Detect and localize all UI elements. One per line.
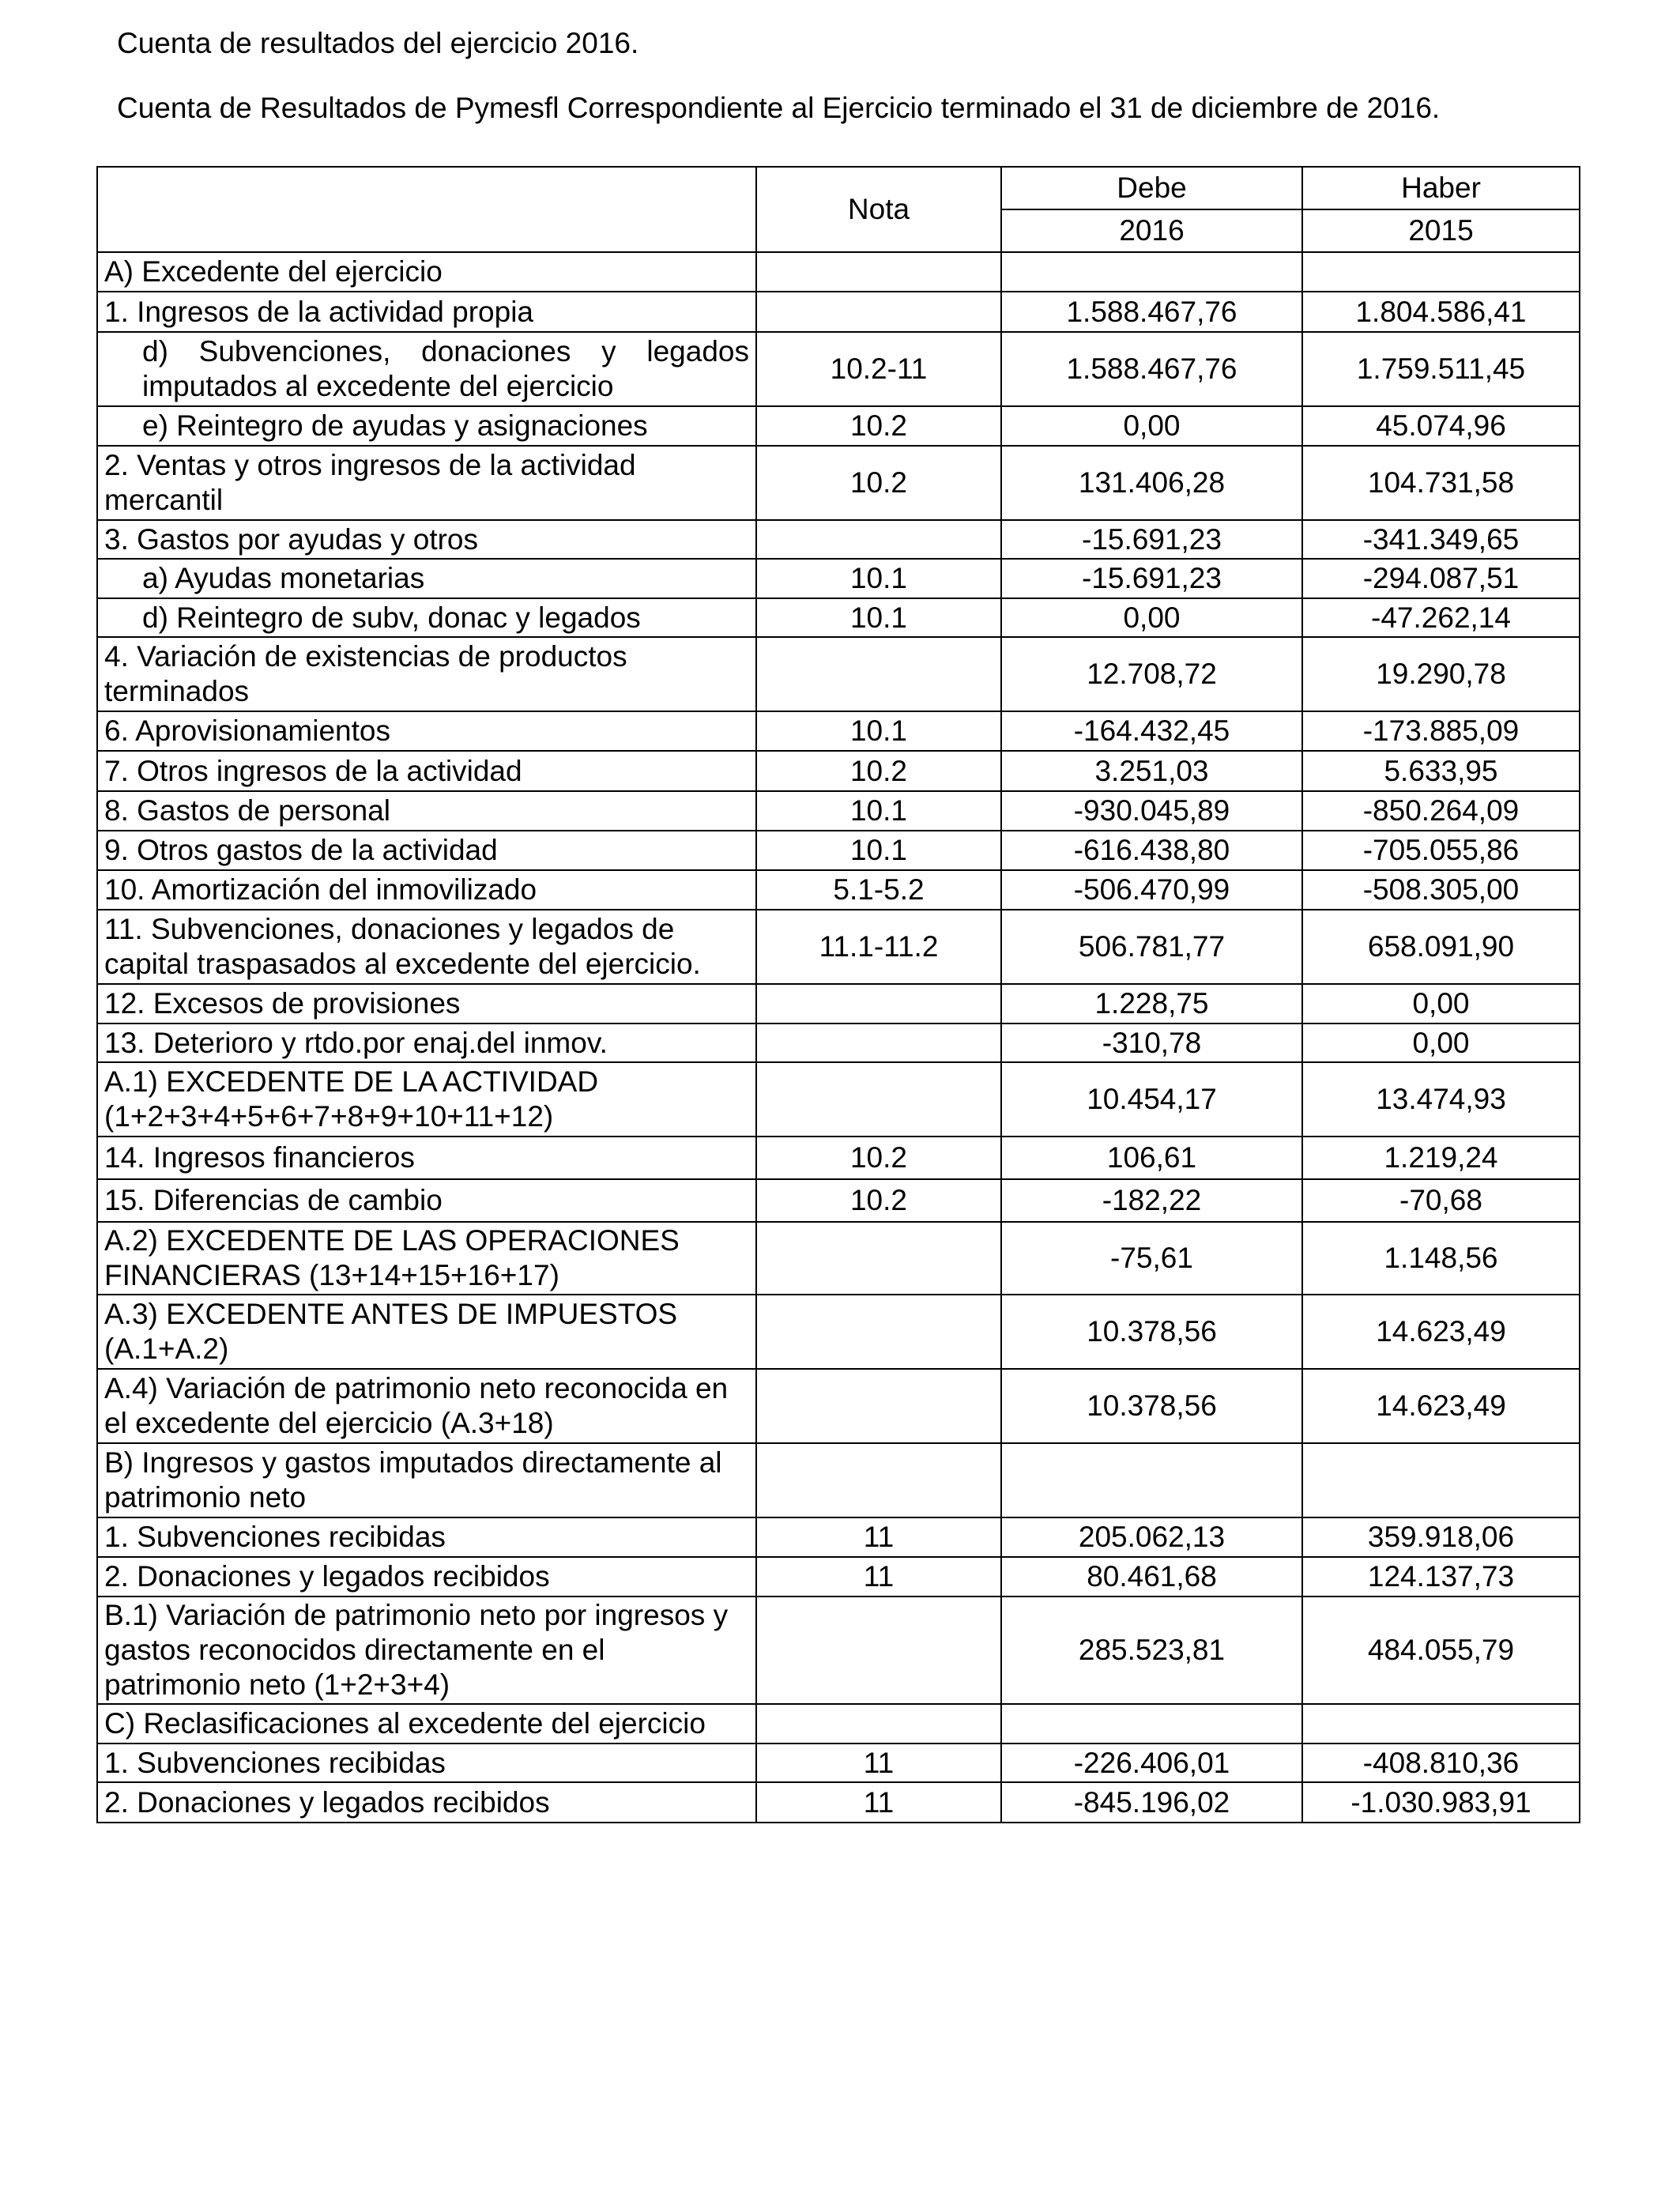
table-row xyxy=(97,637,1580,711)
row-concept: d) Reintegro de subv, donac y legados xyxy=(97,598,756,637)
row-debe-2016: -182,22 xyxy=(1001,1179,1302,1222)
row-haber-2015: -47.262,14 xyxy=(1302,598,1580,637)
row-nota xyxy=(756,1222,1001,1295)
row-debe-2016: 131.406,28 xyxy=(1001,446,1302,520)
row-concept: e) Reintegro de ayudas y asignaciones xyxy=(97,406,756,446)
row-concept: 15. Diferencias de cambio xyxy=(97,1179,756,1222)
row-concept: 12. Excesos de provisiones xyxy=(97,984,756,1023)
row-haber-2015: 19.290,78 xyxy=(1302,637,1580,711)
row-haber-2015: -341.349,65 xyxy=(1302,520,1580,559)
table-row xyxy=(97,791,1580,831)
row-haber-2015: 5.633,95 xyxy=(1302,751,1580,791)
row-nota xyxy=(756,1062,1001,1137)
row-haber-2015 xyxy=(1302,252,1580,292)
row-nota: 10.1 xyxy=(756,791,1001,831)
row-nota xyxy=(756,520,1001,559)
row-debe-2016: 1.228,75 xyxy=(1001,984,1302,1023)
row-concept: A.1) EXCEDENTE DE LA ACTIVIDAD (1+2+3+4+5+6+7+8+9+10+11+12) xyxy=(97,1062,756,1137)
table-row xyxy=(97,870,1580,910)
row-debe-2016: -506.470,99 xyxy=(1001,870,1302,910)
row-haber-2015: 359.918,06 xyxy=(1302,1517,1580,1557)
row-nota xyxy=(756,1596,1001,1704)
row-concept: A.2) EXCEDENTE DE LAS OPERACIONES FINANCIERAS (13+14+15+16+17) xyxy=(97,1222,756,1295)
table-row xyxy=(97,1744,1580,1782)
row-haber-2015: 1.804.586,41 xyxy=(1302,292,1580,332)
row-nota xyxy=(756,1023,1001,1062)
table-row xyxy=(97,332,1580,406)
table-row xyxy=(97,1704,1580,1744)
row-haber-2015: -294.087,51 xyxy=(1302,559,1580,598)
row-concept: a) Ayudas monetarias xyxy=(97,559,756,598)
row-debe-2016: 12.708,72 xyxy=(1001,637,1302,711)
row-nota xyxy=(756,984,1001,1023)
row-debe-2016: -616.438,80 xyxy=(1001,831,1302,870)
row-nota xyxy=(756,252,1001,292)
row-debe-2016: 10.378,56 xyxy=(1001,1295,1302,1369)
row-nota: 10.1 xyxy=(756,831,1001,870)
row-debe-2016: 0,00 xyxy=(1001,406,1302,446)
row-debe-2016: -75,61 xyxy=(1001,1222,1302,1295)
row-haber-2015: 0,00 xyxy=(1302,1023,1580,1062)
table-row xyxy=(97,711,1580,751)
row-concept: A.4) Variación de patrimonio neto reconocida en el excedente del ejercicio (A.3+18) xyxy=(97,1369,756,1443)
table-row xyxy=(97,751,1580,791)
debe-year-header: 2016 xyxy=(1001,209,1302,252)
table-row xyxy=(97,598,1580,637)
row-debe-2016: 1.588.467,76 xyxy=(1001,332,1302,406)
table-row xyxy=(97,1023,1580,1062)
row-concept: C) Reclasificaciones al excedente del ejercicio xyxy=(97,1704,756,1744)
row-concept: 1. Subvenciones recibidas xyxy=(97,1517,756,1557)
row-haber-2015: -508.305,00 xyxy=(1302,870,1580,910)
row-nota: 10.1 xyxy=(756,598,1001,637)
row-concept: B.1) Variación de patrimonio neto por ingresos y gastos reconocidos directamente en el patrimonio neto (1+2+3+4) xyxy=(97,1596,756,1704)
nota-header: Nota xyxy=(756,167,1001,252)
table-row xyxy=(97,1222,1580,1295)
row-nota: 10.2 xyxy=(756,446,1001,520)
row-haber-2015: 45.074,96 xyxy=(1302,406,1580,446)
row-nota: 11 xyxy=(756,1782,1001,1823)
row-nota: 10.2 xyxy=(756,406,1001,446)
row-haber-2015: 658.091,90 xyxy=(1302,910,1580,984)
table-row xyxy=(97,1443,1580,1517)
row-concept: A.3) EXCEDENTE ANTES DE IMPUESTOS (A.1+A.2) xyxy=(97,1295,756,1369)
row-debe-2016: -164.432,45 xyxy=(1001,711,1302,751)
row-nota: 11 xyxy=(756,1517,1001,1557)
row-concept: 2. Donaciones y legados recibidos xyxy=(97,1557,756,1596)
row-nota: 10.2 xyxy=(756,1137,1001,1179)
row-concept: 11. Subvenciones, donaciones y legados de capital traspasados al excedente del ejercicio. xyxy=(97,910,756,984)
row-debe-2016: -226.406,01 xyxy=(1001,1744,1302,1782)
row-debe-2016: 106,61 xyxy=(1001,1137,1302,1179)
row-nota xyxy=(756,1704,1001,1744)
row-concept: 8. Gastos de personal xyxy=(97,791,756,831)
table-row xyxy=(97,446,1580,520)
row-haber-2015: 1.219,24 xyxy=(1302,1137,1580,1179)
haber-year-header: 2015 xyxy=(1302,209,1580,252)
row-nota: 10.1 xyxy=(756,711,1001,751)
row-haber-2015: 484.055,79 xyxy=(1302,1596,1580,1704)
row-concept: 6. Aprovisionamientos xyxy=(97,711,756,751)
row-concept: d) Subvenciones, donaciones y legados imputados al excedente del ejercicio xyxy=(97,332,756,406)
row-concept: 10. Amortización del inmovilizado xyxy=(97,870,756,910)
row-nota xyxy=(756,1443,1001,1517)
row-haber-2015: 14.623,49 xyxy=(1302,1369,1580,1443)
row-debe-2016 xyxy=(1001,252,1302,292)
row-nota: 11.1-11.2 xyxy=(756,910,1001,984)
row-concept: 4. Variación de existencias de productos terminados xyxy=(97,637,756,711)
row-debe-2016: -15.691,23 xyxy=(1001,520,1302,559)
row-haber-2015: -408.810,36 xyxy=(1302,1744,1580,1782)
table-row xyxy=(97,1517,1580,1557)
row-haber-2015: 13.474,93 xyxy=(1302,1062,1580,1137)
row-concept: 7. Otros ingresos de la actividad xyxy=(97,751,756,791)
row-nota: 11 xyxy=(756,1557,1001,1596)
row-haber-2015: -70,68 xyxy=(1302,1179,1580,1222)
row-debe-2016: -15.691,23 xyxy=(1001,559,1302,598)
row-concept: 14. Ingresos financieros xyxy=(97,1137,756,1179)
row-haber-2015: 0,00 xyxy=(1302,984,1580,1023)
table-row xyxy=(97,520,1580,559)
row-haber-2015: 124.137,73 xyxy=(1302,1557,1580,1596)
row-nota xyxy=(756,1369,1001,1443)
row-debe-2016: 0,00 xyxy=(1001,598,1302,637)
report-subtitle: Cuenta de Resultados de Pymesfl Correspondiente al Ejercicio terminado el 31 de diciembre de 2016. xyxy=(117,92,1441,124)
row-concept: 9. Otros gastos de la actividad xyxy=(97,831,756,870)
table-row xyxy=(97,1062,1580,1137)
table-row xyxy=(97,252,1580,292)
row-concept: 2. Ventas y otros ingresos de la actividad mercantil xyxy=(97,446,756,520)
row-nota: 10.2-11 xyxy=(756,332,1001,406)
row-concept: 13. Deterioro y rtdo.por enaj.del inmov. xyxy=(97,1023,756,1062)
table-row xyxy=(97,406,1580,446)
row-debe-2016 xyxy=(1001,1443,1302,1517)
table-row xyxy=(97,559,1580,598)
table-row xyxy=(97,1295,1580,1369)
concept-header xyxy=(97,167,756,252)
row-concept: B) Ingresos y gastos imputados directamente al patrimonio neto xyxy=(97,1443,756,1517)
row-concept: 1. Ingresos de la actividad propia xyxy=(97,292,756,332)
row-nota: 11 xyxy=(756,1744,1001,1782)
row-debe-2016: 10.378,56 xyxy=(1001,1369,1302,1443)
row-debe-2016: 1.588.467,76 xyxy=(1001,292,1302,332)
row-concept: 1. Subvenciones recibidas xyxy=(97,1744,756,1782)
table-row xyxy=(97,1369,1580,1443)
row-debe-2016 xyxy=(1001,1704,1302,1744)
row-nota: 10.2 xyxy=(756,1179,1001,1222)
table-row xyxy=(97,1179,1580,1222)
row-debe-2016: 10.454,17 xyxy=(1001,1062,1302,1137)
table-row xyxy=(97,292,1580,332)
row-debe-2016: 3.251,03 xyxy=(1001,751,1302,791)
row-concept: 2. Donaciones y legados recibidos xyxy=(97,1782,756,1823)
row-haber-2015: 1.148,56 xyxy=(1302,1222,1580,1295)
row-debe-2016: 285.523,81 xyxy=(1001,1596,1302,1704)
row-haber-2015 xyxy=(1302,1704,1580,1744)
row-concept: A) Excedente del ejercicio xyxy=(97,252,756,292)
haber-header: Haber xyxy=(1302,167,1580,209)
row-nota: 10.2 xyxy=(756,751,1001,791)
row-nota: 10.1 xyxy=(756,559,1001,598)
page-title: Cuenta de resultados del ejercicio 2016. xyxy=(117,27,639,59)
table-row xyxy=(97,1557,1580,1596)
row-concept: 3. Gastos por ayudas y otros xyxy=(97,520,756,559)
table-row xyxy=(97,831,1580,870)
table-row xyxy=(97,1137,1580,1179)
row-haber-2015: 1.759.511,45 xyxy=(1302,332,1580,406)
row-haber-2015: -1.030.983,91 xyxy=(1302,1782,1580,1823)
row-debe-2016: 506.781,77 xyxy=(1001,910,1302,984)
row-debe-2016: 205.062,13 xyxy=(1001,1517,1302,1557)
results-table xyxy=(96,166,1580,1823)
row-nota xyxy=(756,1295,1001,1369)
row-haber-2015: 14.623,49 xyxy=(1302,1295,1580,1369)
table-body xyxy=(97,252,1580,1823)
row-haber-2015: -850.264,09 xyxy=(1302,791,1580,831)
row-haber-2015: -705.055,86 xyxy=(1302,831,1580,870)
row-haber-2015: 104.731,58 xyxy=(1302,446,1580,520)
row-debe-2016: -310,78 xyxy=(1001,1023,1302,1062)
row-haber-2015 xyxy=(1302,1443,1580,1517)
table-row xyxy=(97,1596,1580,1704)
row-nota: 5.1-5.2 xyxy=(756,870,1001,910)
row-debe-2016: -845.196,02 xyxy=(1001,1782,1302,1823)
table-row xyxy=(97,984,1580,1023)
table-row xyxy=(97,1782,1580,1823)
table-header xyxy=(97,167,1580,252)
row-haber-2015: -173.885,09 xyxy=(1302,711,1580,751)
row-nota xyxy=(756,637,1001,711)
debe-header: Debe xyxy=(1001,167,1302,209)
table-row xyxy=(97,910,1580,984)
row-debe-2016: 80.461,68 xyxy=(1001,1557,1302,1596)
row-debe-2016: -930.045,89 xyxy=(1001,791,1302,831)
row-nota xyxy=(756,292,1001,332)
